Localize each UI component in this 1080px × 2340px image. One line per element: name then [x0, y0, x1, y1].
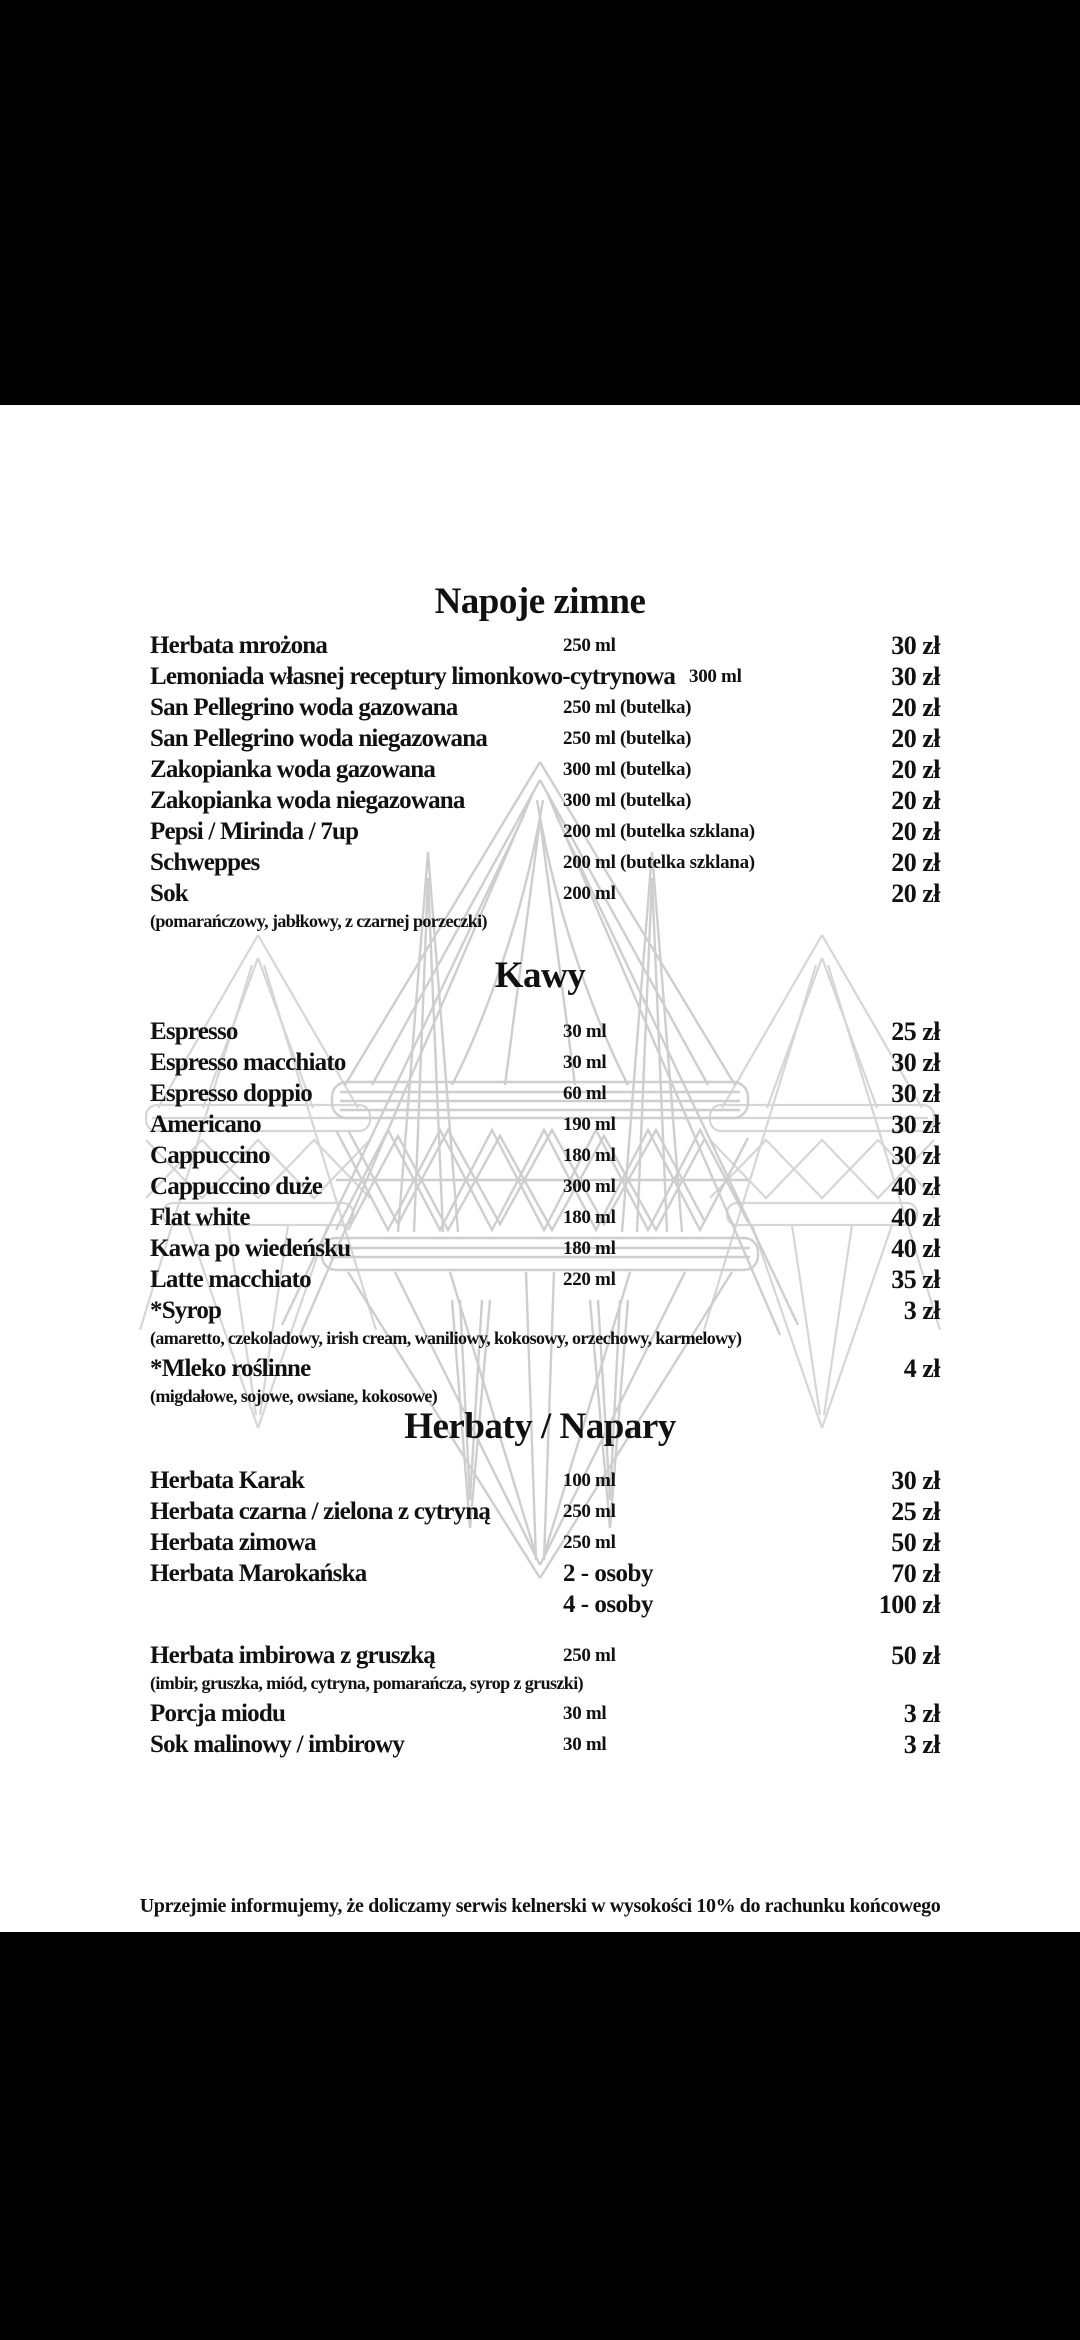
menu-item: [0, 1016, 1080, 1047]
item-volume: 250 ml (butelka): [563, 728, 692, 749]
item-price: 30 zł: [891, 1048, 940, 1077]
menu-item-row: [0, 1078, 1080, 1109]
section-title: Herbaty / Napary: [404, 1406, 676, 1447]
item-volume: 180 ml: [563, 1145, 616, 1166]
item-price: 4 zł: [903, 1354, 940, 1383]
item-note: (migdałowe, sojowe, owsiane, kokosowe): [150, 1386, 438, 1406]
item-name: San Pellegrino woda niegazowana: [150, 725, 488, 752]
menu-item-row: [0, 1233, 1080, 1264]
menu-item-row: [0, 723, 1080, 754]
item-price: 20 zł: [891, 786, 940, 815]
menu-item: [0, 1078, 1080, 1109]
menu-item-row: [0, 661, 1080, 692]
menu-item: [0, 661, 1080, 692]
menu-item-row: [0, 692, 1080, 723]
item-name: Espresso: [150, 1018, 238, 1045]
item-name: Herbata mrożona: [150, 632, 328, 659]
item-price: 30 zł: [891, 1141, 940, 1170]
menu-item: [0, 1202, 1080, 1233]
menu-item-row: [0, 1295, 1080, 1326]
menu-item-row: [0, 1558, 1080, 1589]
menu-item-row: [0, 1729, 1080, 1760]
item-name: Americano: [150, 1111, 261, 1138]
section-title: Napoje zimne: [434, 581, 646, 622]
menu-item: [0, 1729, 1080, 1760]
item-price: 20 zł: [891, 848, 940, 877]
item-price: 30 zł: [891, 1466, 940, 1495]
item-price: 20 zł: [891, 817, 940, 846]
menu-section: [0, 954, 1080, 1411]
menu-item-row: [0, 1527, 1080, 1558]
item-price: 40 zł: [891, 1172, 940, 1201]
menu-item-row: [0, 1496, 1080, 1527]
item-note: (pomarańczowy, jabłkowy, z czarnej porzeczki): [150, 911, 487, 931]
menu-item: [0, 754, 1080, 785]
item-price: 3 zł: [903, 1296, 940, 1325]
item-price: 50 zł: [891, 1641, 940, 1670]
menu-item-row: [0, 1264, 1080, 1295]
item-price: 40 zł: [891, 1203, 940, 1232]
item-volume: 250 ml: [563, 635, 616, 656]
item-volume: 250 ml: [563, 1501, 616, 1522]
item-name: Espresso doppio: [150, 1080, 312, 1107]
item-price: 20 zł: [891, 693, 940, 722]
item-volume: 300 ml: [689, 666, 742, 687]
item-name: Cappuccino: [150, 1142, 270, 1169]
item-name: Sok malinowy / imbirowy: [150, 1731, 405, 1758]
menu-item: [0, 692, 1080, 723]
item-price: 30 zł: [891, 662, 940, 691]
item-volume: 30 ml: [563, 1703, 607, 1724]
menu-item-row: [0, 847, 1080, 878]
menu-item: [0, 630, 1080, 661]
item-name: Herbata czarna / zielona z cytryną: [150, 1498, 491, 1525]
item-price: 20 zł: [891, 879, 940, 908]
item-volume: 300 ml (butelka): [563, 759, 692, 780]
item-price: 25 zł: [891, 1017, 940, 1046]
item-price: 20 zł: [891, 755, 940, 784]
item-note: (imbir, gruszka, miód, cytryna, pomarańcza, syrop z gruszki): [150, 1673, 583, 1693]
menu-item: [0, 1496, 1080, 1527]
item-volume: 200 ml: [563, 883, 616, 904]
item-name: Flat white: [150, 1204, 250, 1231]
menu-sections: [0, 580, 1080, 1760]
menu-item: [0, 1140, 1080, 1171]
menu-section: [0, 580, 1080, 936]
menu-item: [0, 1264, 1080, 1295]
item-volume: 250 ml (butelka): [563, 697, 692, 718]
item-name: Sok: [150, 880, 188, 907]
item-name: Porcja miodu: [150, 1700, 286, 1727]
menu-item-row: [0, 1465, 1080, 1496]
menu-item-row: [0, 785, 1080, 816]
menu-item: [0, 1558, 1080, 1589]
menu-item: [0, 1589, 1080, 1620]
menu-item: [0, 1465, 1080, 1496]
item-volume: 250 ml: [563, 1645, 616, 1666]
section-items: [0, 1465, 1080, 1760]
item-volume: 30 ml: [563, 1734, 607, 1755]
menu-item-row: [0, 1698, 1080, 1729]
item-price: 35 zł: [891, 1265, 940, 1294]
item-price: 3 zł: [903, 1699, 940, 1728]
item-volume: 200 ml (butelka szklana): [563, 821, 755, 842]
menu-item: [0, 1109, 1080, 1140]
menu-item-row: [0, 1640, 1080, 1671]
item-volume: 30 ml: [563, 1021, 607, 1042]
menu-item-row: [0, 1016, 1080, 1047]
item-name: San Pellegrino woda gazowana: [150, 694, 458, 721]
item-price: 25 zł: [891, 1497, 940, 1526]
menu-item: [0, 1640, 1080, 1698]
item-name: Lemoniada własnej receptury limonkowo-cytrynowa: [150, 663, 676, 690]
item-volume: 2 - osoby: [563, 1560, 653, 1587]
menu-item: [0, 1698, 1080, 1729]
menu-item: [0, 878, 1080, 936]
menu-section: [0, 1405, 1080, 1760]
item-volume: 60 ml: [563, 1083, 607, 1104]
item-name: Latte macchiato: [150, 1266, 311, 1293]
item-name: Pepsi / Mirinda / 7up: [150, 818, 359, 845]
item-name: Zakopianka woda gazowana: [150, 756, 436, 783]
item-volume: 180 ml: [563, 1238, 616, 1259]
item-price: 3 zł: [903, 1730, 940, 1759]
menu-item: [0, 1047, 1080, 1078]
menu-item-row: [0, 878, 1080, 909]
item-name: Herbata imbirowa z gruszką: [150, 1642, 435, 1669]
item-volume: 250 ml: [563, 1532, 616, 1553]
menu-item-row: [0, 1589, 1080, 1620]
item-volume: 300 ml: [563, 1176, 616, 1197]
top-letterbox: [0, 0, 1080, 405]
item-name: *Syrop: [150, 1297, 222, 1324]
item-volume: 100 ml: [563, 1470, 616, 1491]
item-price: 30 zł: [891, 1110, 940, 1139]
section-items: [0, 1016, 1080, 1411]
menu-item-row: [0, 1047, 1080, 1078]
item-volume: 190 ml: [563, 1114, 616, 1135]
menu-item-row: [0, 1202, 1080, 1233]
service-charge-note: Uprzejmie informujemy, że doliczamy serwis kelnerski w wysokości 10% do rachunku końcowego: [139, 1895, 941, 1917]
item-price: 20 zł: [891, 724, 940, 753]
section-items: [0, 630, 1080, 936]
item-price: 50 zł: [891, 1528, 940, 1557]
menu-item: [0, 1353, 1080, 1411]
item-name: Herbata Karak: [150, 1467, 305, 1494]
item-price: 40 zł: [891, 1234, 940, 1263]
item-volume: 200 ml (butelka szklana): [563, 852, 755, 873]
item-name: Herbata zimowa: [150, 1529, 316, 1556]
menu-item-row: [0, 754, 1080, 785]
item-name: Cappuccino duże: [150, 1173, 323, 1200]
menu-item-row: [0, 1171, 1080, 1202]
item-note: (amaretto, czekoladowy, irish cream, waniliowy, kokosowy, orzechowy, karmelowy): [150, 1328, 742, 1348]
menu-item: [0, 1527, 1080, 1558]
item-name: Espresso macchiato: [150, 1049, 346, 1076]
item-price: 30 zł: [891, 631, 940, 660]
bottom-letterbox: [0, 1932, 1080, 2340]
item-volume: 30 ml: [563, 1052, 607, 1073]
item-name: Schweppes: [150, 849, 260, 876]
item-volume: 180 ml: [563, 1207, 616, 1228]
menu-sheet: [0, 405, 1080, 1932]
menu-item-row: [0, 1353, 1080, 1384]
item-name: Kawa po wiedeńsku: [150, 1235, 351, 1262]
menu-item-row: [0, 630, 1080, 661]
item-name: Zakopianka woda niegazowana: [150, 787, 465, 814]
menu-item-row: [0, 816, 1080, 847]
menu-item: [0, 1233, 1080, 1264]
section-title: Kawy: [494, 955, 586, 996]
item-volume: 4 - osoby: [563, 1591, 653, 1618]
menu-item: [0, 785, 1080, 816]
menu-item: [0, 847, 1080, 878]
item-name: *Mleko roślinne: [150, 1355, 311, 1382]
item-volume: 220 ml: [563, 1269, 616, 1290]
menu-item-row: [0, 1109, 1080, 1140]
item-price: 100 zł: [878, 1590, 940, 1619]
menu-item: [0, 1295, 1080, 1353]
menu-item-row: [0, 1140, 1080, 1171]
item-price: 30 zł: [891, 1079, 940, 1108]
item-volume: 300 ml (butelka): [563, 790, 692, 811]
item-name: Herbata Marokańska: [150, 1560, 367, 1587]
menu-item: [0, 816, 1080, 847]
item-price: 70 zł: [891, 1559, 940, 1588]
menu-item: [0, 1171, 1080, 1202]
menu-item: [0, 723, 1080, 754]
